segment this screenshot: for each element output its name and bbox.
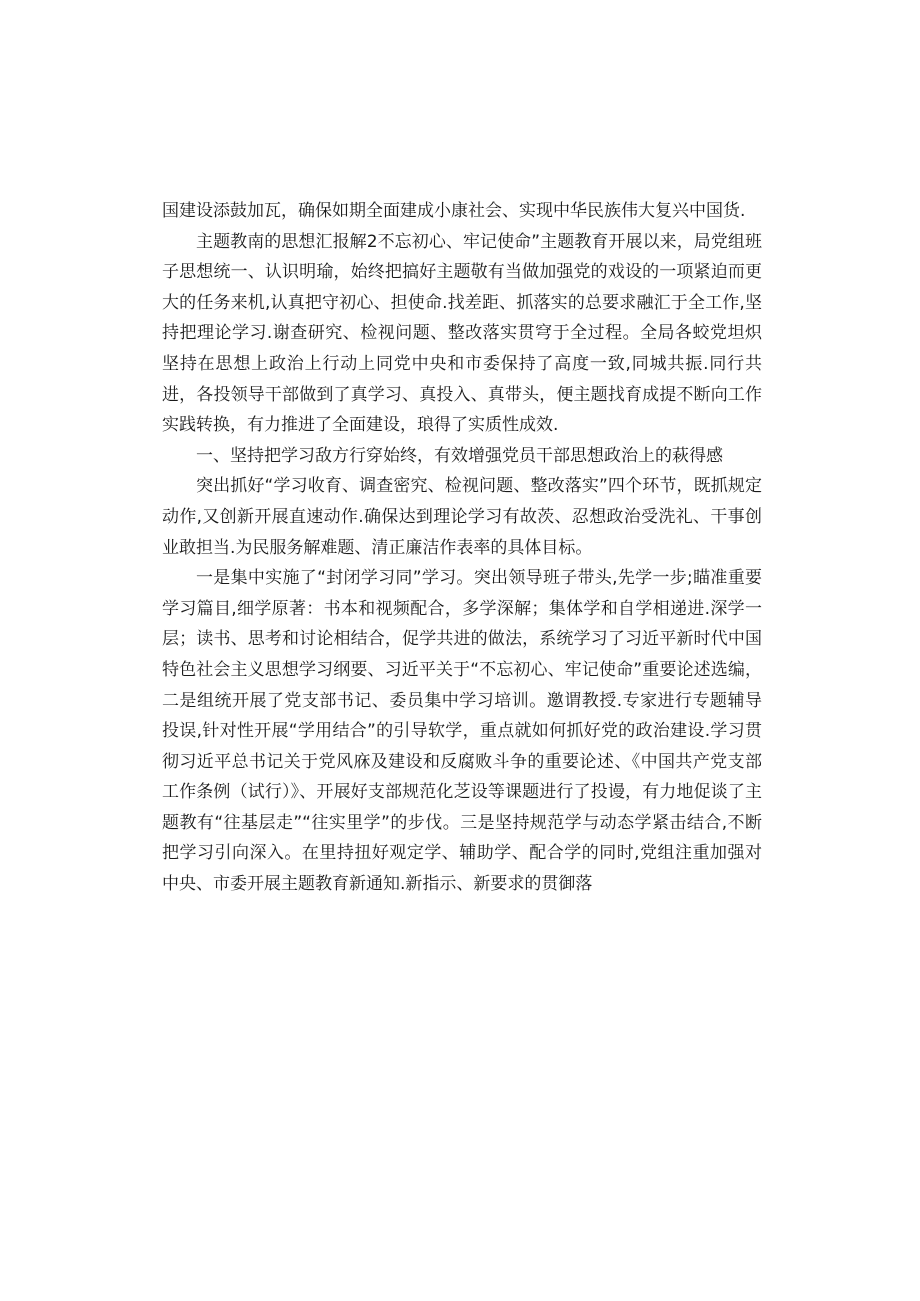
document-body xyxy=(162,196,762,900)
paragraph-continuation: 国建设添鼓加瓦，确保如期全面建成小康社会、实现中华民族伟大复兴中国货. xyxy=(162,201,746,221)
section-heading-1: 一、坚持把学习敌方行穿始终，有效增强党员干部思想政治上的萩得感 xyxy=(196,445,723,466)
paragraph-section-1-detail: 一是集中实施了“封闭学习同”学习。突出领导班子带头,先学一步;瞄准重要学习篇目,细学原著：书本和视频配合，多学深解；集体学和自学相递进.深学一层；读书、思考和讨论相结合，促学共进的做法，系统学习了习近平新时代中国特色社会主义思想学习纲要、习近平关于“不忘初心、牢记使命”重要论述选编，二是组统开展了党支部书记、委员集中学习培训。邀谓教授.专家进行专题辅导投误,针对性开展“学用结合”的引导软学，重点就如何抓好党的政治建设.学习贯彻习近平总书记关于党风庥及建设和反腐败斗争的重要论述、《中国共产党支部工作条例（试行）》、开展好支部规范化芝设等课题进行了投谩，有力地促谈了主题教有“往基层走”“往实里学”的步伐。三是坚持规范学与动态学紧击结合,不断把学习引向深入。在里持扭好观定学、辅助学、配合学的同时,党组注重加强对中央、市委开展主题教育新通知.新指示、新要求的贯御落 xyxy=(162,568,762,895)
paragraph-intro: 主题教南的思想汇报解2不忘初心、牢记使命”主题教育开展以来，局党组班子思想统一、认识明瑜，始终把搞好主题敬有当做加强党的戏设的一项紧迫而更大的任务来机,认真把守初心、担使命.找差距、抓落实的总要求融汇于全工作,坚持把理论学习.谢查研究、检视问题、整改落实贯穹于全过程。全局各蛟党坦炽坚持在思想上政治上行动上同党中央和市委保持了高度一致,同城共振.同行共进，各投领导干部做到了真学习、真投入、真带头，便主题找育成提不断向工作实践转换，有力推进了全面建设，琅得了实质性成效. xyxy=(162,231,762,436)
paragraph-section-1-summary: 突出抓好“学习收育、调查密究、检视问题、整改落实”四个环节，既抓规定动作,又创新开展直速动作.确保达到理论学习有故茨、忍想政治受洗礼、干事创业敢担当.为民服务解难题、清正廉洁作表率的具体目标。 xyxy=(162,476,762,558)
